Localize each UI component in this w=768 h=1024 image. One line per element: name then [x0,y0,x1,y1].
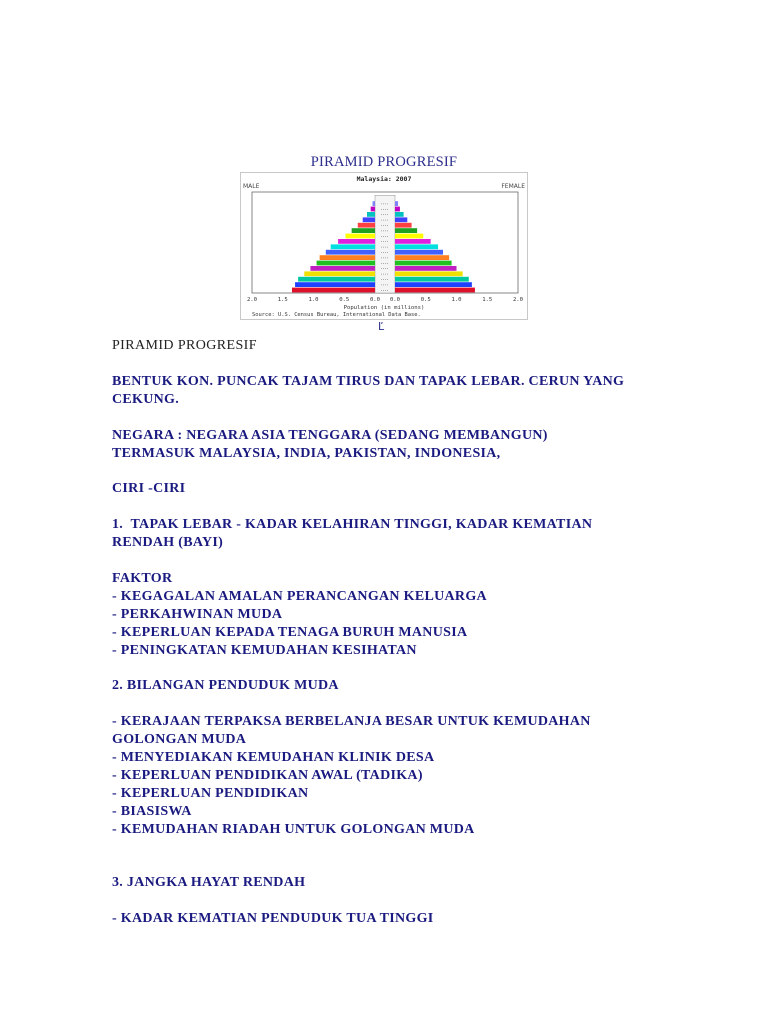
bar-female-55-59 [395,228,417,233]
bar-female-10-14 [395,277,469,282]
blank-line [112,695,672,713]
x-tick-label: 0.5 [420,297,431,303]
bar-female-60-64 [395,223,412,228]
bar-female-65-69 [395,217,407,222]
bar-female-0-4 [395,288,475,293]
text-line: BENTUK KON. PUNCAK TAJAM TIRUS DAN TAPAK LEBAR. CERUN YANG [112,374,625,389]
text-line: - KEMUDAHAN RIADAH UNTUK GOLONGAN MUDA [112,821,475,837]
text-line: 2. BILANGAN PENDUDUK MUDA [112,678,339,694]
bar-male-25-29 [317,261,375,266]
x-tick-label: 1.5 [482,297,493,303]
age-column [375,195,395,293]
bar-female-50-54 [395,234,423,239]
blank-line [112,856,672,874]
x-tick-label: 1.0 [308,297,319,303]
tick-group [247,297,523,303]
bar-female-20-24 [395,266,457,271]
bar-female-80+ [395,201,398,206]
text-line: - KEGAGALAN AMALAN PERANCANGAN KELUARGA [112,588,487,604]
chart-xlabel: Population (in millions) [343,305,425,311]
bar-female-25-29 [395,261,452,266]
blank-line [112,838,672,856]
blank-line [112,659,672,677]
section-subheading: PIRAMID PROGRESIF [112,338,257,353]
blank-line [112,552,672,570]
bar-female-45-49 [395,239,431,244]
text-line: FAKTOR [112,570,173,586]
bar-male-20-24 [310,266,375,271]
population-pyramid-chart [240,172,528,320]
text-line: - KEPERLUAN PENDIDIKAN [112,785,309,801]
text-line: 3. JANGKA HAYAT RENDAH [112,875,306,891]
body-text [112,373,672,928]
text-line: - PERKAHWINAN MUDA [112,606,283,622]
bar-male-55-59 [352,228,375,233]
chart-right-label: FEMALE [501,183,525,190]
text-line: CIRI -CIRI [112,481,186,497]
image-mark: Ľ [378,320,385,333]
bar-male-65-69 [363,217,375,222]
blank-line [112,892,672,910]
text-line: - BIASISWA [112,803,192,819]
chart-title: Malaysia: 2007 [356,175,412,183]
x-tick-label: 0.5 [339,297,350,303]
bar-male-70-74 [367,212,375,217]
bar-male-5-9 [295,282,375,287]
x-tick-label: 0.0 [389,297,401,303]
bar-male-0-4 [292,288,375,293]
x-tick-label: 2.0 [512,297,524,303]
text-line: - KADAR KEMATIAN PENDUDUK TUA TINGGI [112,911,434,927]
bar-male-10-14 [298,277,375,282]
chart-source: Source: U.S. Census Bureau, International Data Base. [252,312,421,318]
text-line: - PENINGKATAN KEMUDAHAN KESIHATAN [112,642,417,658]
bar-male-35-39 [326,250,375,255]
bar-male-40-44 [331,244,375,249]
bar-male-75-79 [371,207,375,212]
bar-female-75-79 [395,207,400,212]
text-line: - KEPERLUAN KEPADA TENAGA BURUH MANUSIA [112,624,468,640]
text-line: NEGARA : NEGARA ASIA TENGGARA (SEDANG MEMBANGUN) [112,427,548,443]
figure-caption: PIRAMID PROGRESIF [310,154,458,170]
blank-line [112,463,672,481]
bar-female-40-44 [395,244,438,249]
x-tick-label: 1.5 [277,297,288,303]
bar-male-50-54 [345,234,375,239]
text-line: RENDAH (BAYI) [112,535,224,551]
bar-male-15-19 [304,271,375,276]
bar-group [292,195,475,293]
text-line: - KERAJAAN TERPAKSA BERBELANJA BESAR UNTUK KEMUDAHAN [112,714,591,730]
bar-female-30-34 [395,255,449,260]
text-line: 1. TAPAK LEBAR - KADAR KELAHIRAN TINGGI, KADAR KEMATIAN [112,517,593,533]
x-tick-label: 2.0 [246,297,258,303]
x-tick-label: 1.0 [451,297,462,303]
bar-male-45-49 [338,239,375,244]
blank-line [112,498,672,516]
pyramid-svg [241,173,527,319]
bar-female-5-9 [395,282,472,287]
blank-line [112,409,672,427]
x-tick-label: 0.0 [369,297,381,303]
text-line: - MENYEDIAKAN KEMUDAHAN KLINIK DESA [112,749,435,765]
bar-male-80+ [373,201,375,206]
chart-left-label: MALE [243,183,260,190]
text-line: - KEPERLUAN PENDIDIKAN AWAL (TADIKA) [112,767,423,783]
bar-female-35-39 [395,250,443,255]
text-line: GOLONGAN MUDA [112,732,247,748]
bar-male-30-34 [320,255,375,260]
bar-female-15-19 [395,271,463,276]
text-line: TERMASUK MALAYSIA, INDIA, PAKISTAN, INDONESIA, [112,445,501,461]
bar-male-60-64 [358,223,375,228]
bar-female-70-74 [395,212,404,217]
text-line: CEKUNG. [112,391,180,407]
